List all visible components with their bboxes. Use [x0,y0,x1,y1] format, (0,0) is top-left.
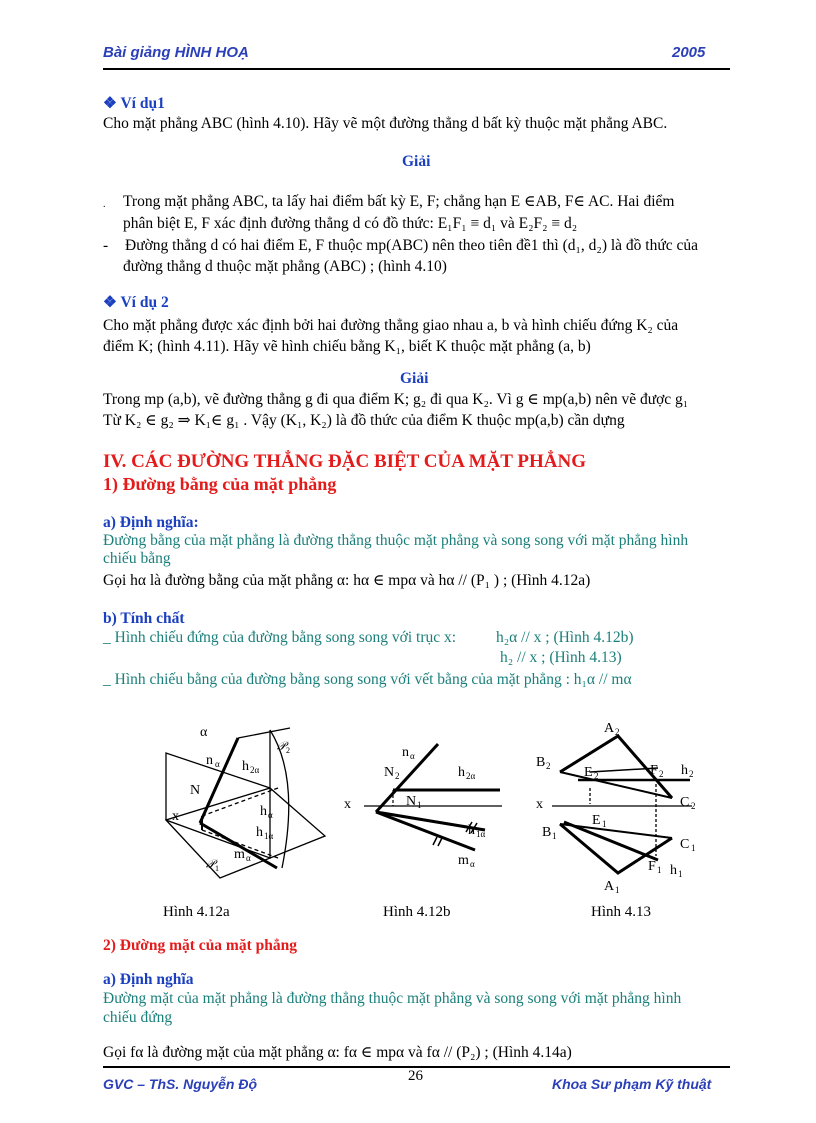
svg-text:2α: 2α [250,765,260,775]
svg-text:h: h [256,825,263,840]
svg-text:m: m [234,847,245,862]
header-rule [103,68,730,70]
figure-4-12a [160,718,330,890]
svg-text:h: h [670,863,677,878]
svg-text:h: h [242,759,249,774]
svg-text:x: x [172,809,179,824]
property-1-rhs1: h₂α // x ; (Hình 4.12b) [496,629,634,646]
svg-text:1α: 1α [264,831,274,841]
svg-text:2: 2 [615,727,620,737]
svg-text:α: α [246,853,251,863]
svg-text:N: N [190,783,201,798]
svg-text:2: 2 [395,771,400,781]
svg-text:E: E [592,813,601,828]
footer-page-number: 26 [408,1068,423,1084]
svg-text:x: x [344,797,351,812]
property-1-rhs2: h₂ // x ; (Hình 4.13) [500,649,622,666]
svg-text:h: h [458,765,465,780]
header-title: Bài giảng HÌNH HOẠ [103,44,249,61]
svg-text:h: h [681,763,688,778]
example1-bullet2-line1: Đường thẳng d có hai điểm E, F thuộc mp(ABC) nên theo tiên đề1 thì (d₁, d₂) là đồ thức của [125,237,699,254]
svg-text:h: h [468,823,475,838]
example2-solution-label: Giải [400,370,429,387]
definition-2-line2: chiếu đứng [103,1009,173,1026]
example2-solution-line1: Trong mp (a,b), vẽ đường thẳng g đi qua điểm K; g₂ đi qua K₂. Vì g ∈ mp(a,b) nên vẽ được g₁ [103,391,689,408]
footer-department: Khoa Sư phạm Kỹ thuật [552,1076,712,1092]
svg-text:N: N [406,794,417,809]
example2-title: ❖ Ví dụ 2 [103,294,169,311]
svg-text:m: m [458,853,469,868]
svg-text:α: α [268,810,273,820]
svg-text:E: E [584,765,593,780]
svg-text:A: A [604,721,615,736]
property-2: _ Hình chiếu bằng của đường bằng song song với vết bằng của mặt phẳng : h₁α // mα [103,671,632,688]
example2-problem-line1: Cho mặt phẳng được xác định bởi hai đường thẳng giao nhau a, b và hình chiếu đứng K₂ của [103,317,679,334]
svg-text:2: 2 [546,761,551,771]
figure-4-12b [340,738,505,878]
definition-2-line1: Đường mặt của mặt phẳng là đường thẳng thuộc mặt phẳng và song song với mặt phẳng hình [103,990,682,1007]
svg-text:1: 1 [615,885,620,893]
svg-text:α: α [470,859,475,869]
svg-text:α: α [200,725,208,740]
header-year: 2005 [672,44,706,61]
example1-title: ❖ Ví dụ1 [103,95,165,112]
svg-text:F: F [650,763,658,778]
caption-4-12a: Hình 4.12a [163,904,230,920]
definition-label: a) Định nghĩa: [103,514,199,531]
example1-solution-label: Giải [402,153,431,170]
svg-text:1: 1 [691,843,696,853]
svg-text:1: 1 [552,831,557,841]
svg-text:C: C [680,795,690,810]
svg-text:α: α [215,759,220,769]
svg-text:𝒫: 𝒫 [277,739,286,753]
bullet-dash: - [103,237,109,254]
svg-text:A: A [604,879,615,893]
definition-2-label: a) Định nghĩa [103,971,194,988]
property-1: _ Hình chiếu đứng của đường bằng song song với trục x: [103,629,457,646]
svg-text:n: n [402,745,409,760]
svg-text:B: B [542,825,552,840]
svg-text:2: 2 [659,769,664,779]
svg-text:1: 1 [602,819,607,829]
svg-text:2α: 2α [466,771,476,781]
definition-line2: chiếu bằng [103,550,171,567]
example2-problem-line2: điểm K; (hình 4.11). Hãy vẽ hình chiếu bằng K₁, biết K thuộc mặt phẳng (a, b) [103,338,591,355]
svg-text:1: 1 [678,869,683,879]
example1-problem: Cho mặt phẳng ABC (hình 4.10). Hãy vẽ một đường thẳng d bất kỳ thuộc mặt phẳng ABC. [103,115,668,132]
svg-text:C: C [680,837,690,852]
footer-author: GVC – ThS. Nguyễn Độ [103,1076,258,1092]
subsection-2-title: 2) Đường mặt của mặt phẳng [103,937,297,954]
bullet-dot: . [103,199,106,210]
svg-text:n: n [206,753,213,768]
example2-solution-line2: Từ K₂ ∈ g₂ ⇒ K₁∈ g₁ . Vậy (K₁, K₂) là đồ thức của điểm K thuộc mp(a,b) cần dựng [103,412,625,429]
svg-text:1α: 1α [476,829,486,839]
definition-line1: Đường bằng của mặt phẳng là đường thẳng thuộc mặt phẳng và song song với mặt phẳng hình [103,532,689,549]
example1-bullet1-line1: Trong mặt phẳng ABC, ta lấy hai điểm bất kỳ E, F; chẳng hạn E ∈AB, F∈ AC. Hai điểm [123,193,675,210]
svg-text:α: α [410,751,415,761]
svg-text:B: B [536,755,546,770]
svg-text:x: x [536,797,543,812]
svg-text:2: 2 [689,769,694,779]
svg-text:1: 1 [215,864,219,873]
svg-text:1: 1 [657,865,662,875]
svg-text:2: 2 [594,771,599,781]
svg-text:2: 2 [286,746,290,755]
svg-text:1: 1 [417,800,422,810]
definition-formula: Gọi hα là đường bằng của mặt phẳng α: hα ∈ mpα và hα // (P₁ ) ; (Hình 4.12a) [103,572,591,589]
definition-2-formula: Gọi fα là đường mặt của mặt phẳng α: fα ∈ mpα và fα // (P₂) ; (Hình 4.14a) [103,1044,572,1061]
example1-bullet2-line2: đường thẳng d thuộc mặt phẳng (ABC) ; (hình 4.10) [123,258,447,275]
caption-4-12b: Hình 4.12b [383,904,451,920]
svg-text:h: h [260,804,267,819]
caption-4-13: Hình 4.13 [591,904,651,920]
svg-text:2: 2 [691,801,696,811]
section-title: IV. CÁC ĐƯỜNG THẲNG ĐẶC BIỆT CỦA MẶT PHẲNG [103,451,586,472]
svg-text:𝒫: 𝒫 [206,857,215,871]
svg-text:N: N [384,765,395,780]
property-label: b) Tính chất [103,610,185,627]
figure-4-13 [530,718,720,893]
svg-text:F: F [648,859,656,874]
subsection-1-title: 1) Đường bằng của mặt phẳng [103,474,337,494]
example1-bullet1-line2: phân biệt E, F xác định đường thẳng d có đồ thức: E₁F₁ ≡ d₁ và E₂F₂ ≡ d₂ [123,215,578,232]
